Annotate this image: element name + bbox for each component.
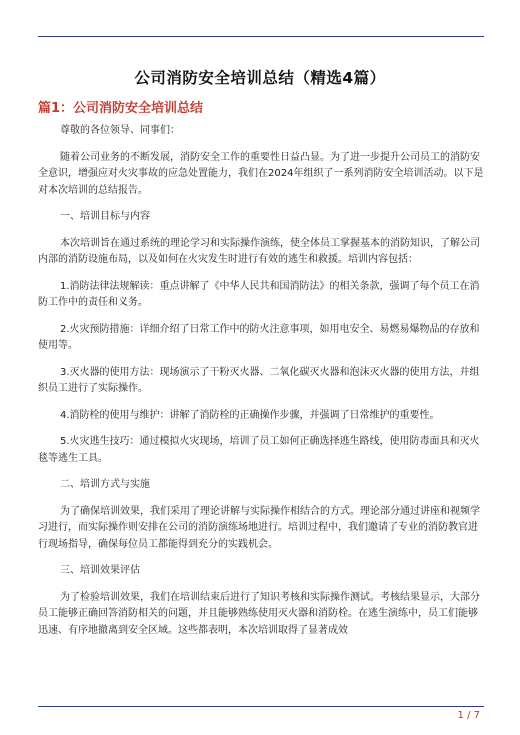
paragraph-goals: 本次培训旨在通过系统的理论学习和实际操作演练，使全体员工掌握基本的消防知识，了解公司内部的消防设施布局，以及如何在火灾发生时进行有效的逃生和救援。培训内容包括：	[38, 237, 480, 265]
list-item-law: 1.消防法律法规解读：重点讲解了《中华人民共和国消防法》的相关条款，强调了每个员工在消防工作中的责任和义务。	[38, 280, 480, 308]
paragraph-intro: 随着公司业务的不断发展，消防安全工作的重要性日益凸显。为了进一步提升公司员工的消防安全意识，增强应对火灾事故的应急处置能力，我们在2024年组织了一系列消防安全培训活动。以下是对本次培训的总结报告。	[38, 151, 484, 196]
header-rule	[38, 36, 484, 37]
list-item-prevention: 2.火灾预防措施：详细介绍了日常工作中的防火注意事项，如用电安全、易燃易爆物品的存放和使用等。	[38, 323, 480, 351]
list-item-escape: 5.火灾逃生技巧：通过模拟火灾现场，培训了员工如何正确选择逃生路线，使用防毒面具和灭火毯等逃生工具。	[38, 436, 480, 464]
page-number: 1 / 7	[457, 710, 480, 721]
heading-evaluation: 三、培训效果评估	[60, 565, 140, 576]
list-item-hydrant: 4.消防栓的使用与维护：讲解了消防栓的正确操作步骤，并强调了日常维护的重要性。	[60, 409, 440, 421]
heading-goals: 一、培训目标与内容	[60, 211, 150, 222]
paragraph-evaluation: 为了检验培训效果，我们在培训结束后进行了知识考核和实际操作测试。考核结果显示，大部分员工能够正确回答消防相关的问题，并且能够熟练使用灭火器和消防栓。在逃生演练中，员工们能够迅速、有序地撤离到安全区域。这些都表明，本次培训取得了显著成效	[38, 591, 480, 636]
heading-method: 二、培训方式与实施	[60, 479, 150, 490]
document-title: 公司消防安全培训总结（精选4篇）	[134, 69, 386, 87]
footer-rule	[38, 706, 484, 707]
list-item-extinguisher: 3.灭火器的使用方法：现场演示了干粉灭火器、二氧化碳灭火器和泡沫灭火器的使用方法，并组织员工进行了实际操作。	[38, 366, 480, 394]
paragraph-method: 为了确保培训效果，我们采用了理论讲解与实际操作相结合的方式。理论部分通过讲座和视频学习进行，而实际操作则安排在公司的消防演练场地进行。培训过程中，我们邀请了专业的消防教官进行现场指导，确保每位员工都能得到充分的实践机会。	[38, 505, 480, 550]
greeting: 尊敬的各位领导、同事们：	[60, 125, 180, 136]
document-body	[38, 123, 484, 639]
section-title: 篇1：公司消防安全培训总结	[38, 101, 204, 116]
